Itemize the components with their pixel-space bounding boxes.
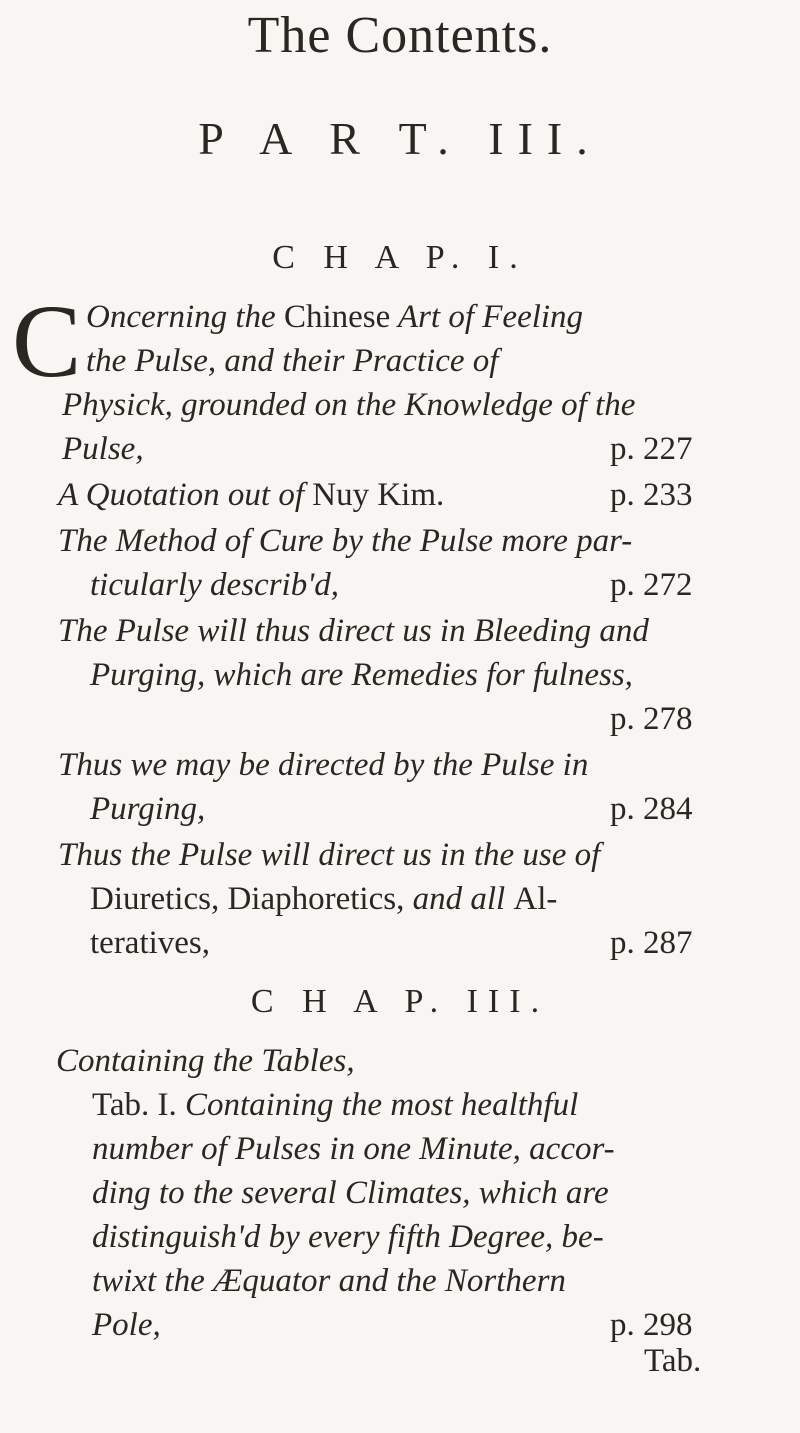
entry-line: Tab. I. Containing the most healthful [92, 1087, 579, 1123]
chapter-heading: C H A P. III. [250, 983, 550, 1020]
chapter-heading: C H A P. I. [272, 239, 528, 276]
page-number: p. 272 [610, 567, 693, 603]
entry-line: distinguish'd by every fifth Degree, be- [92, 1219, 604, 1255]
catchword: Tab. [644, 1343, 702, 1379]
entry-line: Diuretics, Diaphoretics, and all Al- [90, 881, 558, 917]
entry-line: Purging, which are Remedies for fulness, [90, 657, 633, 693]
page-number: p. 298 [610, 1307, 693, 1343]
drop-cap: C [12, 284, 82, 399]
entry-line: ticularly describ'd, [90, 567, 340, 603]
page-number: p. 278 [610, 701, 693, 737]
entry-line: twixt the Æquator and the Northern [92, 1263, 566, 1299]
entry-line: Pulse, [62, 431, 144, 467]
entry-line: Pole, [92, 1307, 161, 1343]
entry-line: Containing the Tables, [56, 1043, 355, 1079]
entry-line: the Pulse, and their Practice of [86, 343, 499, 379]
entry-line: Oncerning the Chinese Art of Feeling [86, 299, 584, 335]
running-head: The Contents. [247, 7, 553, 64]
part-heading: P A R T. III. [198, 113, 602, 164]
entry-line: number of Pulses in one Minute, accor- [92, 1131, 615, 1167]
entry-line: The Method of Cure by the Pulse more par- [58, 523, 633, 559]
page-number: p. 227 [610, 431, 693, 467]
entry-line: ding to the several Climates, which are [92, 1175, 609, 1211]
entry-line: Thus we may be directed by the Pulse in [58, 747, 589, 783]
entry-line: Purging, [90, 791, 206, 827]
page-number: p. 233 [610, 477, 693, 513]
page-number: p. 287 [610, 925, 693, 961]
entry-line: The Pulse will thus direct us in Bleeding and [58, 613, 649, 649]
entry-line: Physick, grounded on the Knowledge of the [62, 387, 636, 423]
entry-line: A Quotation out of Nuy Kim. [58, 477, 445, 513]
entry-line: teratives, [90, 925, 211, 961]
page-number: p. 284 [610, 791, 693, 827]
entry-line: Thus the Pulse will direct us in the use of [58, 837, 601, 873]
